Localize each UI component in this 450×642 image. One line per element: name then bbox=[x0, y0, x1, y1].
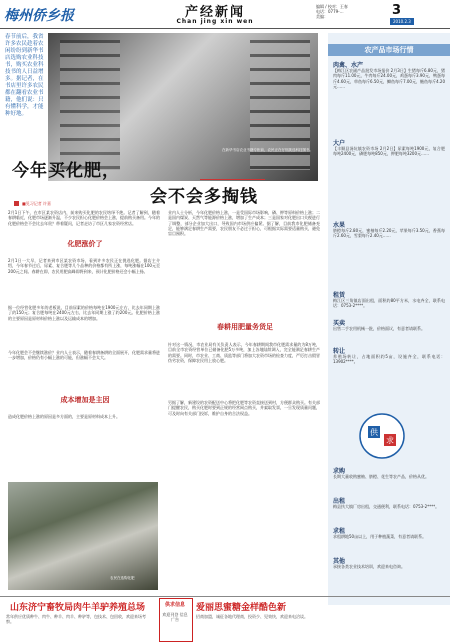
issue-date: 2010.2.3 bbox=[390, 18, 414, 25]
market-text: 【丰顺县汤坑镇农资市场 2月2日】尿素每吨1900元，复合肥每吨2400元，磷肥每吨850元，钾肥每吨3200元…… bbox=[333, 146, 445, 157]
ads-divider bbox=[0, 596, 450, 597]
article-paragraph: 2月1日一大早，记者来到市区某农资市场，看到许多农民正在挑选化肥。据店主介绍，今年春节过后，尿素、复合肥等几个品种的价格都有所上涨，每吨涨幅在100元至200元之间。春耕在即，农民用肥高峰即将到来，预计化肥价格还会小幅上扬。 bbox=[8, 258, 160, 274]
ad-title: 供求信息 bbox=[164, 602, 185, 608]
article-paragraph: 造成化肥价格上涨的原因是多方面的，主要是原材料成本上升。 bbox=[8, 414, 120, 419]
article-paragraph: 据一位经营化肥多年的老板说，目前尿素的价格每吨在1900元左右，比去年同期上涨了约150元；复合肥每吨在2400元左右，比去年同期上涨了约200元。化肥价格上涨的主要原因是原材料价格上涨以及运输成本的增加。 bbox=[8, 305, 160, 321]
classified-text: 梅江区三角镇店面出租，面积约80平方米，水电齐全，联系电话：0753-2****。 bbox=[333, 298, 445, 309]
photo-bookshelf bbox=[60, 40, 120, 170]
subhead-price-rise: 化肥涨价了 bbox=[30, 239, 140, 249]
subhead-supply: 春耕用肥量务货足 bbox=[185, 322, 305, 332]
article-paragraph: 今年化肥会不会继续涨价？业内人士表示，随着春耕备耕的全面展开，化肥需求量将进一步增加，价格仍有小幅上涨的可能，但涨幅不会太大。 bbox=[8, 350, 160, 361]
lead-intro-text: 春节前后，我省许多农民趁着农闲纷纷到新华书店选购农业科技书，购买农业科技书的人日益增多。据记者，在书店里许多农民都在翻看农业书籍，他们说：只有懂科学，才能种好地。 bbox=[5, 34, 45, 178]
article-paragraph: 另据了解，新建设的农资配送中心将把化肥等农资直接送到村，方便群众购买。有关部门提醒农民，购买化肥时要到正规的经营网点购买，并索取发票，一旦发现质量问题，可及时向有关部门投诉，维护自身的合法权益。 bbox=[168, 400, 320, 416]
editor-line: 美编： bbox=[316, 14, 328, 19]
newspaper-logo: 梅州侨乡报 bbox=[4, 8, 74, 24]
classified-text: 长期大量收购蜜柚、脐橙、花生等农产品，价格从优。 bbox=[333, 474, 429, 479]
stamp-char: 求 bbox=[386, 436, 394, 445]
headline-line1: 今年买化肥， bbox=[12, 161, 120, 181]
photo2-caption: 农民在选购化肥 bbox=[110, 576, 135, 580]
classified-section-title: 租赁 bbox=[333, 292, 346, 299]
classified-text: 梅县扶大镇厂房出租，交通便利，联系电话：0753-2****。 bbox=[333, 504, 440, 509]
market-section-title: 水果 bbox=[333, 222, 346, 229]
market-sidebar bbox=[328, 33, 450, 605]
ad-title: 爱丽思蜜糖金样酷色新 bbox=[196, 603, 287, 613]
byline: ■见习记者 许嘉 bbox=[22, 201, 52, 206]
stamp-char: 供 bbox=[370, 428, 378, 437]
classified-text: 承接各类农业技术培训，欢迎来电咨询。 bbox=[333, 564, 405, 569]
classified-section-title: 出租 bbox=[333, 498, 346, 505]
classified-text: 出售二手农用机械一批，价格面议，有意者请联系。 bbox=[333, 326, 425, 331]
ad-text: 常年供应优质种牛、肉牛、种羊、肉羊、种驴等，包技术、包回收，欢迎来场考察。 bbox=[6, 614, 146, 625]
ad-text: 欢迎刊登 信息广告 bbox=[162, 612, 188, 623]
supply-demand-stamp-icon bbox=[358, 412, 406, 460]
photo-caption: 在新华书店农业书籍专柜前，农民正在仔细挑选科技图书。 bbox=[222, 148, 313, 152]
article-lead-paragraph: 2月1日下午，在市区某农资店内，前来购买化肥的农民络绎不绝。记者了解到，随着春耕临近，化肥市场逐渐升温，不少农民担心化肥价格会上涨，提前购买备用。今年的化肥价格会不会比去年贵？带着疑问，记者走访了市区几家农资经营店。 bbox=[8, 210, 160, 226]
section-title: 产经新闻 bbox=[184, 5, 245, 20]
classified-text: 求租耕地50亩以上，用于种植蔬菜，有意者请联系。 bbox=[333, 534, 427, 539]
section-pinyin: Chan jing xin wen bbox=[176, 18, 254, 25]
headline-line2: 会不会多掏钱 bbox=[150, 187, 258, 207]
classified-section-title: 求购 bbox=[333, 468, 346, 475]
market-title: 农产品市场行情 bbox=[328, 44, 450, 56]
classified-section-title: 其他 bbox=[333, 558, 346, 565]
classified-section-title: 转让 bbox=[333, 348, 346, 355]
editor-line: 编辑 / 校对：王春 bbox=[316, 4, 348, 9]
classified-text: 养殖场转让，占地面积约5亩，设施齐全，联系电话：13902****。 bbox=[333, 354, 445, 365]
market-subtitle: 肉禽、水产 bbox=[333, 62, 364, 69]
page-number: 3 bbox=[392, 3, 402, 18]
ad-title: 山东济宁畜牧局肉牛羊驴养殖总场 bbox=[10, 603, 146, 613]
ad-text: 招商加盟，诚征各地代理商，投资少、见效快，欢迎来电洽谈。 bbox=[196, 614, 308, 619]
classified-section-title: 买卖 bbox=[333, 320, 346, 327]
subhead-cost: 成本增加是主因 bbox=[30, 395, 140, 405]
market-text: 【梅江区农副产品批发市场报价 2月3日】生猪每斤6.80元，猪肉每斤11.00元，牛肉每斤24.00元，鸡蛋每斤3.90元，鸭蛋每斤4.60元，草鱼每斤6.50元，鲫鱼每斤7.00元，鲢鱼每斤4.20元…… bbox=[333, 68, 445, 90]
article-paragraph: 针对这一情况，市农业局有关负责人表示，今年春耕期间我市化肥需求量约为8万吨，目前全市农资经营单位已储备化肥5万多吨，加上各地陆续调入，完全能满足春耕生产的需要。同时，市农业、工商、质监等部门将加大农资市场的检查力度，严厉打击假冒伪劣农资，保障农民用上放心肥。 bbox=[168, 342, 320, 363]
market-section-title: 大户 bbox=[333, 140, 346, 147]
header-divider bbox=[0, 28, 450, 29]
classified-section-title: 求租 bbox=[333, 528, 346, 535]
editor-line: 电话：0779-… bbox=[316, 9, 344, 14]
farmers-photo bbox=[8, 482, 158, 590]
editors-info bbox=[316, 4, 348, 19]
article-paragraph: 业内人士分析，今年化肥价格上涨，一是受国际市场影响，磷、钾等原料价格上涨；二是国内煤炭、天然气等能源价格上涨，增加了生产成本；三是国家对化肥出口关税进行了调整，部分企业加大出口，导致国内市场供应偏紧。据了解，目前我市化肥储备充足，能够满足春耕生产需要，农民朋友不必过于担心，可根据实际需要适量购买，避免盲目囤积。 bbox=[168, 210, 320, 237]
market-text: 脐橙每斤2.80元，蜜柚每斤2.20元，苹果每斤3.50元，香蕉每斤2.60元，雪梨每斤2.40元…… bbox=[333, 228, 445, 239]
headline-decoration bbox=[200, 165, 265, 180]
byline-marker-icon bbox=[14, 201, 19, 206]
